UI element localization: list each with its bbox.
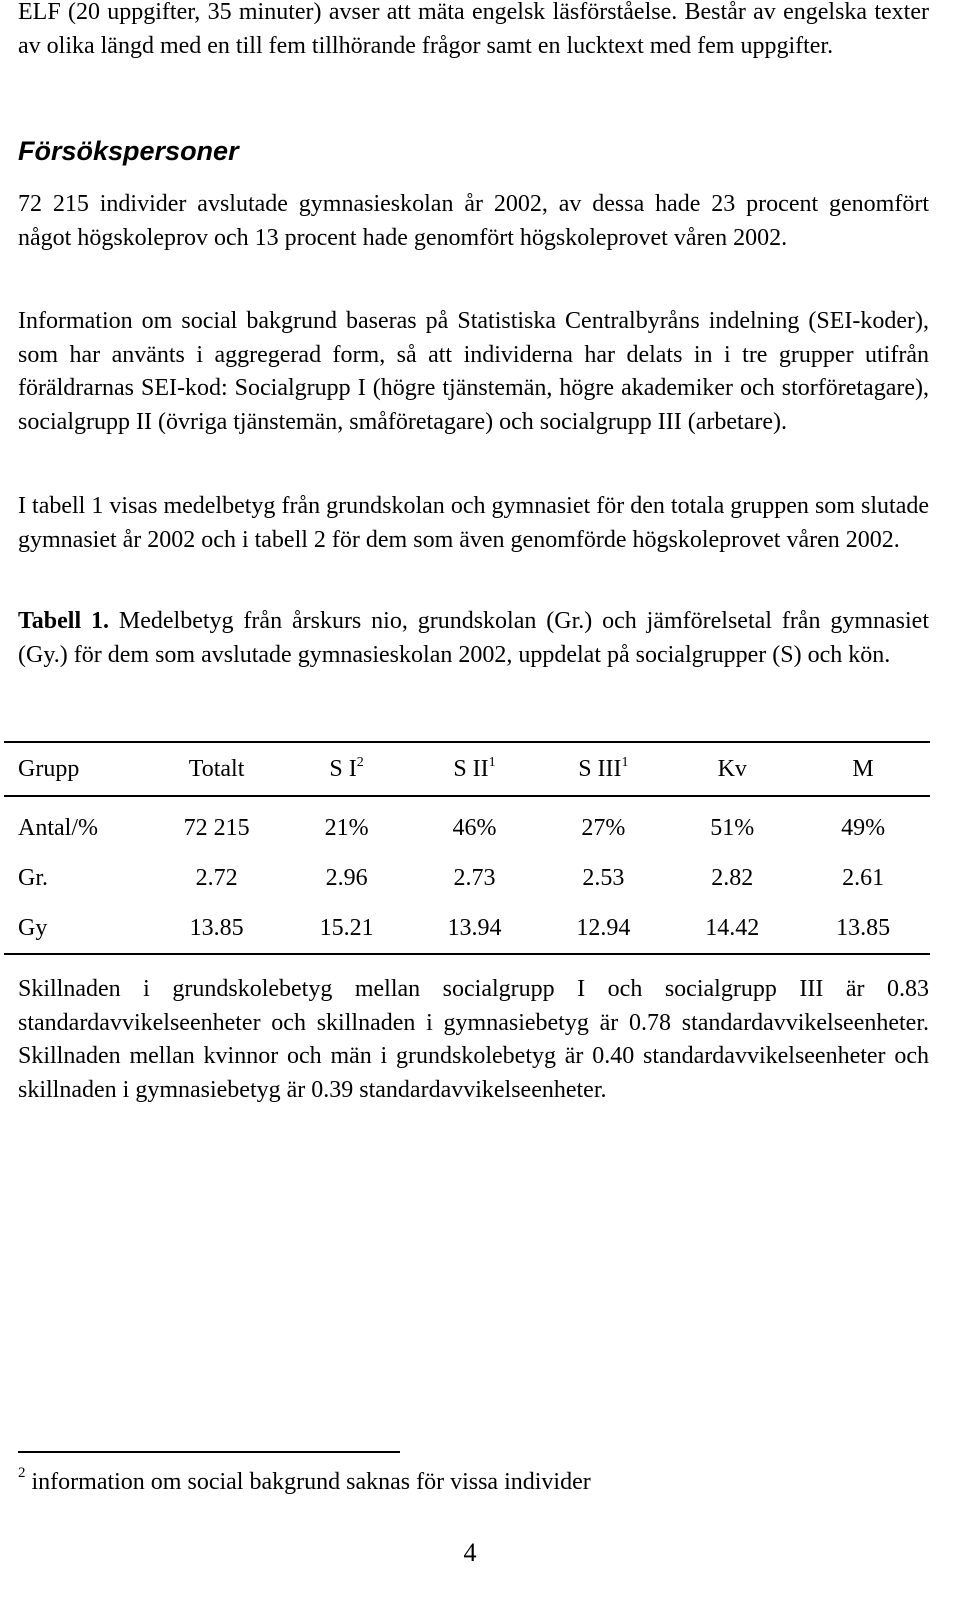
table-cell: 2.53 xyxy=(582,864,625,891)
table-cell: 46% xyxy=(452,814,497,841)
table-intro-paragraph: I tabell 1 visas medelbetyg från grundskolan och gymnasiet för den totala gruppen som slutade gymnasiet år 2002 och i tabell 2 för dem som även genomförde högskoleprovet våren 2002. xyxy=(18,493,929,553)
footnote-divider xyxy=(18,1451,400,1453)
table-cell: 12.94 xyxy=(576,914,631,941)
table-cell: 2.96 xyxy=(325,864,368,891)
section-heading: Försökspersoner xyxy=(18,136,239,166)
table-cell: Gy xyxy=(18,914,48,941)
table-cell: Gr. xyxy=(18,864,48,891)
table-cell: Antal/% xyxy=(18,814,98,841)
table-caption-label: Tabell 1. xyxy=(18,608,110,634)
table-cell: 21% xyxy=(324,814,369,841)
table-cell: 27% xyxy=(581,814,626,841)
intro-paragraph: ELF (20 uppgifter, 35 minuter) avser att mäta engelsk läsförståelse. Består av engelska texter av olika längd med en till fem tillhörande frågor samt en lucktext med fem uppgifter. xyxy=(18,0,929,59)
footnote-text: information om social bakgrund saknas för vissa individer xyxy=(31,1469,591,1495)
table-header-row xyxy=(4,742,930,796)
social-background-paragraph: Information om social bakgrund baseras på Statistiska Centralbyråns indelning (SEI-koder), som har använts i aggregerad form, så att individerna har delats in i tre grupper utifrån föräldrarnas SEI-kod: Socialgrupp I (högre tjänstemän, högre akademiker och storföretagare), socialgrupp II (övriga tjänstemän, småföretagare) och socialgrupp III (arbetare). xyxy=(18,308,929,435)
header-cell: S $I^2$ xyxy=(329,754,364,782)
header-cell: Kv xyxy=(717,755,747,782)
header-cell: Grupp xyxy=(18,755,80,782)
table-caption-text: Medelbetyg från årskurs nio, grundskolan (Gr.) och jämförelsetal från gymnasiet (Gy.) för dem som avslutade gymnasieskolan 2002, uppdelat på socialgrupper (S) och kön. xyxy=(18,608,929,668)
grades-table xyxy=(4,741,930,955)
page-number: 4 xyxy=(463,1538,477,1567)
table-cell: 13.85 xyxy=(836,914,891,941)
header-cell: S $II^1$ xyxy=(453,754,496,782)
subjects-paragraph: 72 215 individer avslutade gymnasieskolan år 2002, av dessa hade 23 procent genomfört något högskoleprov och 13 procent hade genomfört högskoleprovet våren 2002. xyxy=(18,191,929,251)
difference-paragraph: Skillnaden i grundskolebetyg mellan socialgrupp I och socialgrupp III är 0.83 standardavvikelseenheter och skillnaden i gymnasiebetyg är 0.78 standardavvikelseenheter. Skillnaden mellan kvinnor och män i grundskolebetyg är 0.40 standardavvikelseenheter och skillnaden i gymnasiebetyg är 0.39 standardavvikelseenheter. xyxy=(18,976,929,1103)
header-cell: S III$^1$ xyxy=(578,754,629,782)
table-cell: 72 215 xyxy=(183,814,250,841)
header-cell: Totalt xyxy=(188,755,245,782)
table-cell: 2.82 xyxy=(711,864,754,891)
table-caption xyxy=(18,605,929,672)
table-row xyxy=(4,796,930,853)
footnote-marker: 2 xyxy=(18,1465,26,1481)
table-cell: 51% xyxy=(710,814,755,841)
header-cell: M xyxy=(852,755,874,782)
footnote xyxy=(18,1467,591,1497)
table-cell: 2.73 xyxy=(453,864,496,891)
table-cell: 2.72 xyxy=(195,864,238,891)
table-row xyxy=(4,853,930,903)
table-row xyxy=(4,903,930,954)
table-cell: 13.94 xyxy=(447,914,502,941)
table-cell: 15.21 xyxy=(319,914,374,941)
table-cell: 2.61 xyxy=(842,864,885,891)
table-cell: 14.42 xyxy=(705,914,760,941)
table-cell: 13.85 xyxy=(189,914,244,941)
table-cell: 49% xyxy=(841,814,886,841)
